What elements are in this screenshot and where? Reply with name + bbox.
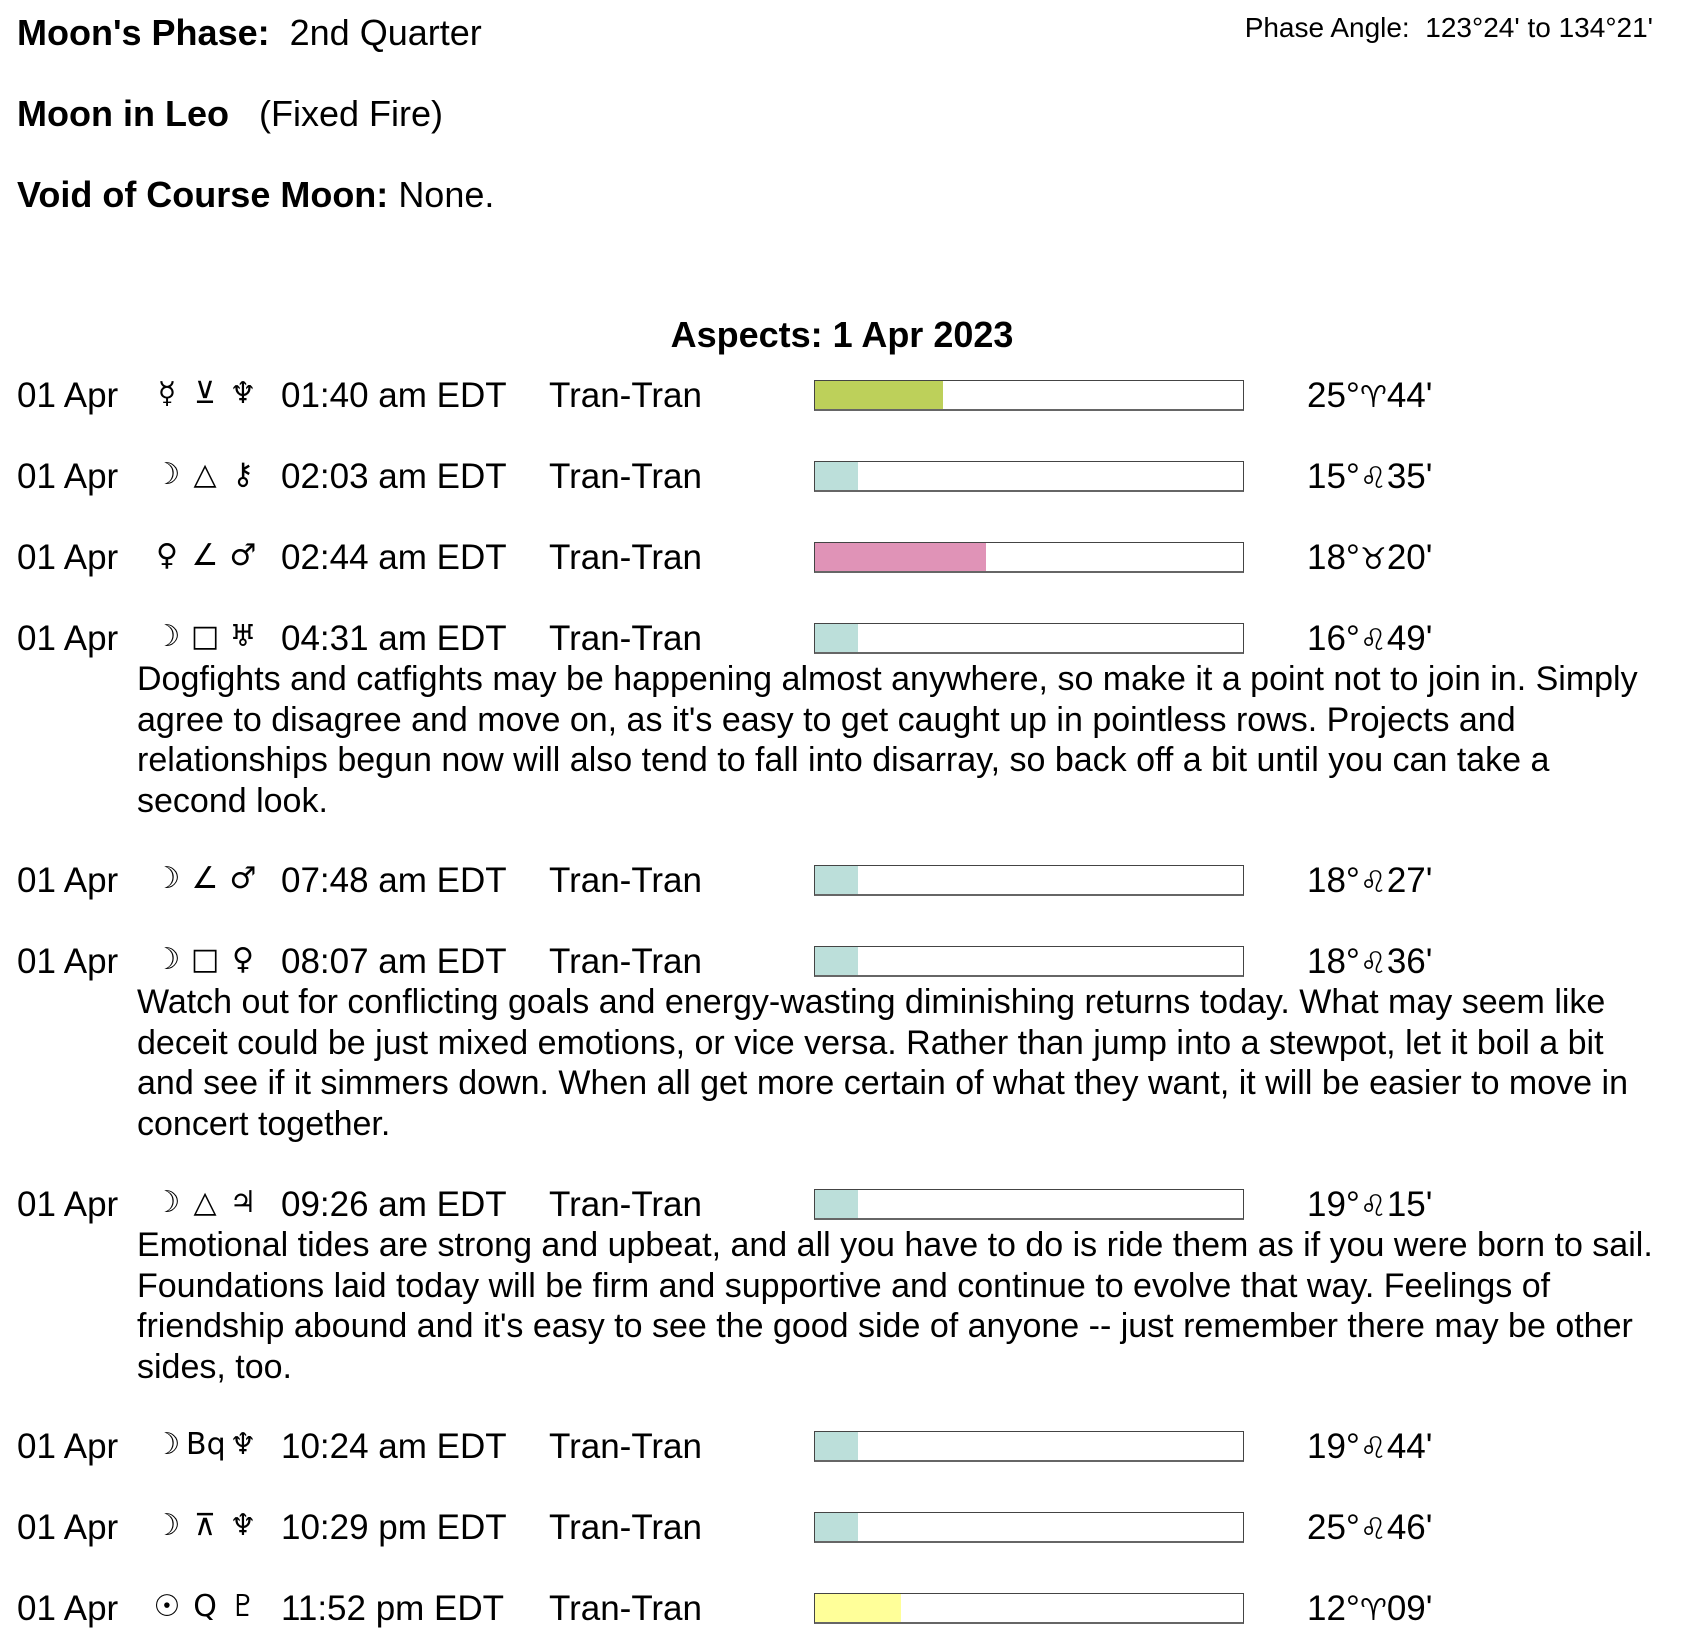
phase-angle — [1245, 12, 1653, 44]
zodiac-sign-icon: ♌ — [1359, 623, 1387, 658]
aspect-date: 01 Apr — [17, 457, 119, 496]
aspect-date: 01 Apr — [17, 1508, 119, 1547]
strength-bar — [814, 461, 1244, 492]
strength-bar — [814, 865, 1244, 896]
aspect-time: 01:40 am EDT — [281, 376, 507, 415]
strength-fill — [815, 381, 943, 409]
aspect-type: Tran-Tran — [549, 942, 702, 981]
zodiac-sign-icon: ♌ — [1359, 865, 1387, 900]
aspect-time: 02:44 am EDT — [281, 538, 507, 577]
phase-angle-label: Phase Angle: — [1244, 12, 1410, 43]
planet-1-icon: ☉ — [153, 1589, 181, 1624]
aspect-row — [0, 1589, 1684, 1633]
strength-bar — [814, 1189, 1244, 1220]
zodiac-sign-icon: ♌ — [1359, 1512, 1387, 1547]
aspect-time: 10:29 pm EDT — [281, 1508, 507, 1547]
position-degree: 18° — [1307, 538, 1360, 577]
void-of-course — [17, 174, 494, 216]
strength-fill — [815, 866, 858, 894]
aspect-position — [1307, 1589, 1432, 1629]
aspect-position — [1307, 861, 1432, 901]
strength-bar — [814, 623, 1244, 654]
strength-bar — [814, 1593, 1244, 1624]
aspect-symbols — [148, 861, 262, 896]
planet-2-icon: ♃ — [229, 1185, 257, 1220]
position-degree: 19° — [1307, 1185, 1360, 1224]
aspect-icon: □ — [190, 619, 220, 654]
aspect-type: Tran-Tran — [549, 861, 702, 900]
aspect-icon: Bq — [186, 1427, 226, 1462]
aspect-type: Tran-Tran — [549, 1185, 702, 1224]
aspect-symbols — [148, 376, 262, 411]
aspect-row — [0, 457, 1684, 501]
position-minute: 35' — [1386, 457, 1433, 496]
position-degree: 25° — [1307, 376, 1360, 415]
aspect-type: Tran-Tran — [549, 619, 702, 658]
position-minute: 36' — [1386, 942, 1433, 981]
aspect-time: 07:48 am EDT — [281, 861, 507, 900]
aspect-symbols — [148, 619, 262, 654]
planet-1-icon: ☽ — [153, 1185, 181, 1220]
position-minute: 15' — [1386, 1185, 1433, 1224]
aspect-symbols — [148, 942, 262, 977]
aspect-description: Emotional tides are strong and upbeat, and all you have to do is ride them as if you were born to sail. Foundations laid today will be firm and supportive and continue to evolve that way. Feelings of friendship abound and it's easy to see the good side of anyone -- just remember there may be other sides, too. — [137, 1226, 1653, 1386]
aspect-date: 01 Apr — [17, 376, 119, 415]
planet-1-icon: ☽ — [153, 619, 181, 654]
aspect-row — [0, 861, 1684, 905]
zodiac-sign-icon: ♉ — [1359, 542, 1387, 577]
planet-2-icon: ♅ — [229, 619, 257, 654]
aspect-position — [1307, 619, 1432, 659]
aspect-row — [0, 1508, 1684, 1552]
aspect-symbols — [148, 1185, 262, 1220]
moon-sign-detail: (Fixed Fire) — [258, 93, 443, 134]
aspect-date: 01 Apr — [17, 942, 119, 981]
aspect-icon: ⊼ — [194, 1508, 216, 1543]
aspect-row — [0, 1185, 1684, 1229]
aspect-symbols — [148, 1589, 262, 1624]
planet-1-icon: ☽ — [153, 1508, 181, 1543]
aspect-type: Tran-Tran — [549, 1589, 702, 1628]
zodiac-sign-icon: ♌ — [1359, 946, 1387, 981]
aspects-heading: Aspects: 1 Apr 2023 — [670, 314, 1014, 355]
aspect-date: 01 Apr — [17, 1427, 119, 1466]
planet-2-icon: ♂ — [229, 538, 257, 573]
aspect-time: 10:24 am EDT — [281, 1427, 507, 1466]
moon-sign-label: Moon in Leo — [17, 93, 229, 134]
aspect-icon: ⊻ — [194, 376, 216, 411]
planet-1-icon: ♀ — [156, 538, 178, 573]
aspect-row — [0, 376, 1684, 420]
aspect-date: 01 Apr — [17, 619, 119, 658]
position-minute: 27' — [1386, 861, 1433, 900]
aspect-icon: △ — [193, 1185, 217, 1220]
aspect-type: Tran-Tran — [549, 457, 702, 496]
aspect-date: 01 Apr — [17, 538, 119, 577]
aspect-time: 09:26 am EDT — [281, 1185, 507, 1224]
aspect-type: Tran-Tran — [549, 1508, 702, 1547]
position-degree: 18° — [1307, 861, 1360, 900]
zodiac-sign-icon: ♈ — [1359, 1593, 1387, 1628]
aspect-type: Tran-Tran — [549, 1427, 702, 1466]
strength-fill — [815, 1513, 858, 1541]
void-value: None. — [398, 174, 495, 215]
planet-2-icon: ♆ — [229, 376, 257, 411]
planet-2-icon: ♀ — [232, 942, 254, 977]
planet-1-icon: ☽ — [153, 942, 181, 977]
position-minute: 09' — [1386, 1589, 1433, 1628]
position-minute: 44' — [1386, 376, 1433, 415]
position-degree: 15° — [1307, 457, 1360, 496]
aspect-symbols — [148, 1508, 262, 1543]
aspect-row — [0, 1427, 1684, 1471]
aspect-description: Watch out for conflicting goals and energy-wasting diminishing returns today. What may seem like deceit could be just mixed emotions, or vice versa. Rather than jump into a stewpot, let it boil a bit and see if it simmers down. When all get more certain of what they want, it will be easier to move in concert together. — [137, 983, 1628, 1143]
zodiac-sign-icon: ♌ — [1359, 461, 1387, 496]
planet-1-icon: ☿ — [157, 376, 177, 411]
aspect-position — [1307, 942, 1432, 982]
aspect-type: Tran-Tran — [549, 538, 702, 577]
planet-1-icon: ☽ — [153, 1427, 181, 1462]
strength-bar — [814, 380, 1244, 411]
position-degree: 18° — [1307, 942, 1360, 981]
void-label: Void of Course Moon: — [17, 174, 389, 215]
aspect-icon: ∠ — [191, 861, 219, 896]
aspect-icon: □ — [190, 942, 220, 977]
planet-2-icon: ♂ — [229, 861, 257, 896]
moon-phase-value: 2nd Quarter — [289, 12, 482, 53]
planet-2-icon: ♆ — [229, 1508, 257, 1543]
strength-bar — [814, 1512, 1244, 1543]
planet-1-icon: ☽ — [153, 861, 181, 896]
position-minute: 49' — [1386, 619, 1433, 658]
aspect-symbols — [148, 538, 262, 573]
position-minute: 44' — [1386, 1427, 1433, 1466]
strength-bar — [814, 542, 1244, 573]
aspect-description: Dogfights and catfights may be happening almost anywhere, so make it a point not to join in. Simply agree to disagree and move on, as it's easy to get caught up in pointless rows. Projects and relationships begun now will also tend to fall into disarray, so back off a bit until you can take a second look. — [137, 660, 1638, 820]
aspect-row — [0, 538, 1684, 582]
aspect-position — [1307, 538, 1432, 578]
phase-angle-value: 123°24' to 134°21' — [1425, 12, 1653, 43]
aspect-row — [0, 942, 1684, 986]
planet-1-icon: ☽ — [153, 457, 181, 492]
aspect-symbols — [148, 457, 262, 492]
strength-fill — [815, 1594, 901, 1622]
strength-fill — [815, 1190, 858, 1218]
position-degree: 12° — [1307, 1589, 1360, 1628]
aspect-time: 04:31 am EDT — [281, 619, 507, 658]
zodiac-sign-icon: ♌ — [1359, 1189, 1387, 1224]
aspect-icon: Q — [193, 1589, 217, 1624]
position-minute: 46' — [1386, 1508, 1433, 1547]
position-degree: 16° — [1307, 619, 1360, 658]
strength-bar — [814, 1431, 1244, 1462]
aspect-date: 01 Apr — [17, 1185, 119, 1224]
aspect-type: Tran-Tran — [549, 376, 702, 415]
moon-sign — [17, 93, 443, 135]
position-minute: 20' — [1386, 538, 1433, 577]
planet-2-icon: ♆ — [229, 1427, 257, 1462]
planet-2-icon: ⚷ — [232, 457, 254, 492]
aspect-icon: ∠ — [191, 538, 219, 573]
moon-phase-label: Moon's Phase: — [17, 12, 270, 53]
aspect-icon: △ — [193, 457, 217, 492]
aspect-time: 08:07 am EDT — [281, 942, 507, 981]
strength-fill — [815, 947, 858, 975]
zodiac-sign-icon: ♈ — [1359, 380, 1387, 415]
strength-fill — [815, 1432, 858, 1460]
planet-2-icon: ♇ — [229, 1589, 257, 1624]
aspect-position — [1307, 1508, 1432, 1548]
aspect-symbols — [148, 1427, 262, 1462]
aspect-time: 11:52 pm EDT — [281, 1589, 505, 1628]
position-degree: 25° — [1307, 1508, 1360, 1547]
strength-bar — [814, 946, 1244, 977]
aspect-position — [1307, 1427, 1432, 1467]
aspect-time: 02:03 am EDT — [281, 457, 507, 496]
aspect-date: 01 Apr — [17, 861, 119, 900]
strength-fill — [815, 543, 986, 571]
aspect-position — [1307, 376, 1432, 416]
strength-fill — [815, 624, 858, 652]
aspect-date: 01 Apr — [17, 1589, 119, 1628]
aspect-row — [0, 619, 1684, 663]
aspect-position — [1307, 457, 1432, 497]
strength-fill — [815, 462, 858, 490]
position-degree: 19° — [1307, 1427, 1360, 1466]
aspect-position — [1307, 1185, 1432, 1225]
zodiac-sign-icon: ♌ — [1359, 1431, 1387, 1466]
moon-phase — [17, 12, 482, 54]
